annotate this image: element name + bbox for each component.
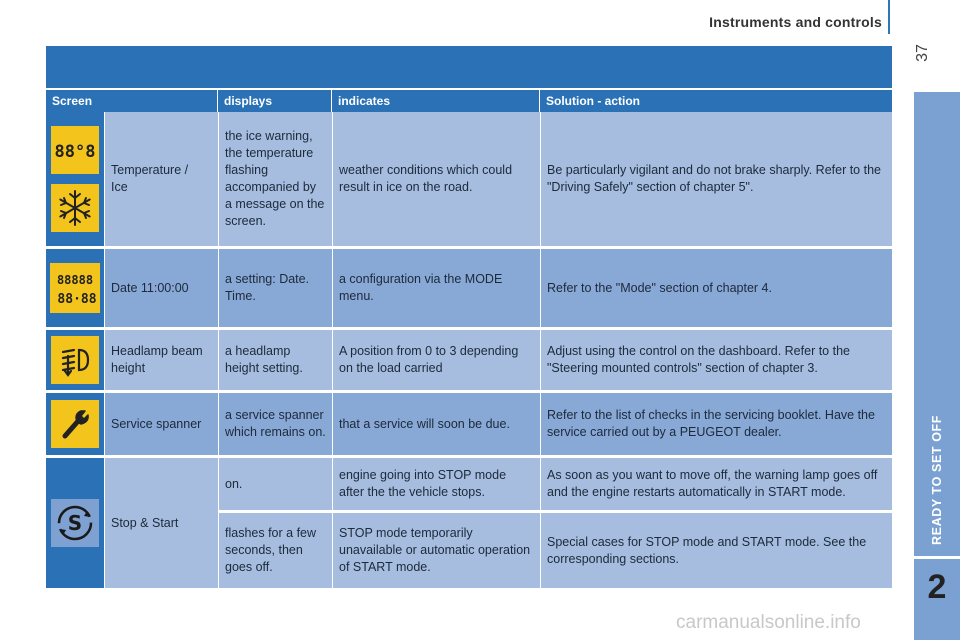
header-rule	[888, 0, 890, 34]
date-glyph-top: 88888	[56, 273, 94, 287]
col-header-displays: displays	[218, 90, 332, 112]
temperature-display-icon	[51, 126, 99, 174]
col-header-indicates: indicates	[332, 90, 540, 112]
cell-solution: Adjust using the control on the dashboard. Refer to the "Steering mounted controls" section of chapter 3.	[540, 330, 892, 390]
table-title-band	[46, 46, 892, 88]
cell-displays: flashes for a few seconds, then goes off.	[218, 513, 332, 588]
table-row	[46, 112, 892, 246]
row-icon-column	[46, 112, 104, 246]
chapter-label: READY TO SET OFF	[930, 415, 944, 545]
cell-displays: on.	[218, 458, 332, 510]
col-header-solution: Solution - action	[546, 94, 640, 108]
cell-screen: Service spanner	[104, 393, 218, 455]
watermark: carmanualsonline.info	[676, 612, 861, 633]
cell-screen: Stop & Start	[104, 458, 218, 588]
table-row	[46, 393, 892, 455]
table-row	[46, 330, 892, 390]
stop-start-icon	[51, 499, 99, 547]
page-header-title: Instruments and controls	[709, 14, 882, 30]
table-row	[46, 458, 892, 588]
spanner-icon	[51, 400, 99, 448]
row-icon-column	[46, 249, 104, 327]
table-header	[46, 90, 892, 112]
cell-indicates: STOP mode temporarily unavailable or automatic operation of START mode.	[332, 513, 540, 588]
cell-screen: Temperature / Ice	[104, 112, 218, 246]
cell-displays: a setting: Date. Time.	[218, 249, 332, 327]
date-time-display-icon	[50, 263, 100, 313]
cell-solution: Refer to the list of checks in the servicing booklet. Have the service carried out by a PEUGEOT dealer.	[540, 393, 892, 455]
snowflake-icon	[51, 184, 99, 232]
col-header-screen: Screen	[46, 90, 218, 112]
row-icon-column	[46, 393, 104, 455]
cell-displays: a service spanner which remains on.	[218, 393, 332, 455]
cell-displays: the ice warning, the temperature flashing accompanied by a message on the screen.	[218, 112, 332, 246]
cell-displays: a headlamp height setting.	[218, 330, 332, 390]
cell-screen: Headlamp beam height	[104, 330, 218, 390]
headlamp-beam-icon	[51, 336, 99, 384]
date-glyph-bottom: 88·88	[57, 292, 97, 307]
cell-solution: Special cases for STOP mode and START mode. See the corresponding sections.	[540, 513, 892, 588]
side-divider	[914, 556, 960, 559]
page-number: 37	[914, 44, 931, 62]
cell-solution: Be particularly vigilant and do not brake sharply. Refer to the "Driving Safely" section of chapter 5".	[540, 112, 892, 246]
svg-text:S: S	[67, 511, 83, 535]
cell-indicates: a configuration via the MODE menu.	[332, 249, 540, 327]
row-icon-column	[46, 330, 104, 390]
table-row	[46, 249, 892, 327]
cell-indicates: A position from 0 to 3 depending on the load carried	[332, 330, 540, 390]
chapter-number: 2	[927, 568, 947, 606]
cell-screen: Date 11:00:00	[104, 249, 218, 327]
temp-glyph: 88°8	[54, 142, 96, 162]
cell-indicates: weather conditions which could result in ice on the road.	[332, 112, 540, 246]
cell-indicates: engine going into STOP mode after the the vehicle stops.	[332, 458, 540, 510]
cell-solution: Refer to the "Mode" section of chapter 4.	[540, 249, 892, 327]
row-icon-column	[46, 458, 104, 588]
cell-indicates: that a service will soon be due.	[332, 393, 540, 455]
cell-solution: As soon as you want to move off, the warning lamp goes off and the engine restarts automatically in START mode.	[540, 458, 892, 510]
